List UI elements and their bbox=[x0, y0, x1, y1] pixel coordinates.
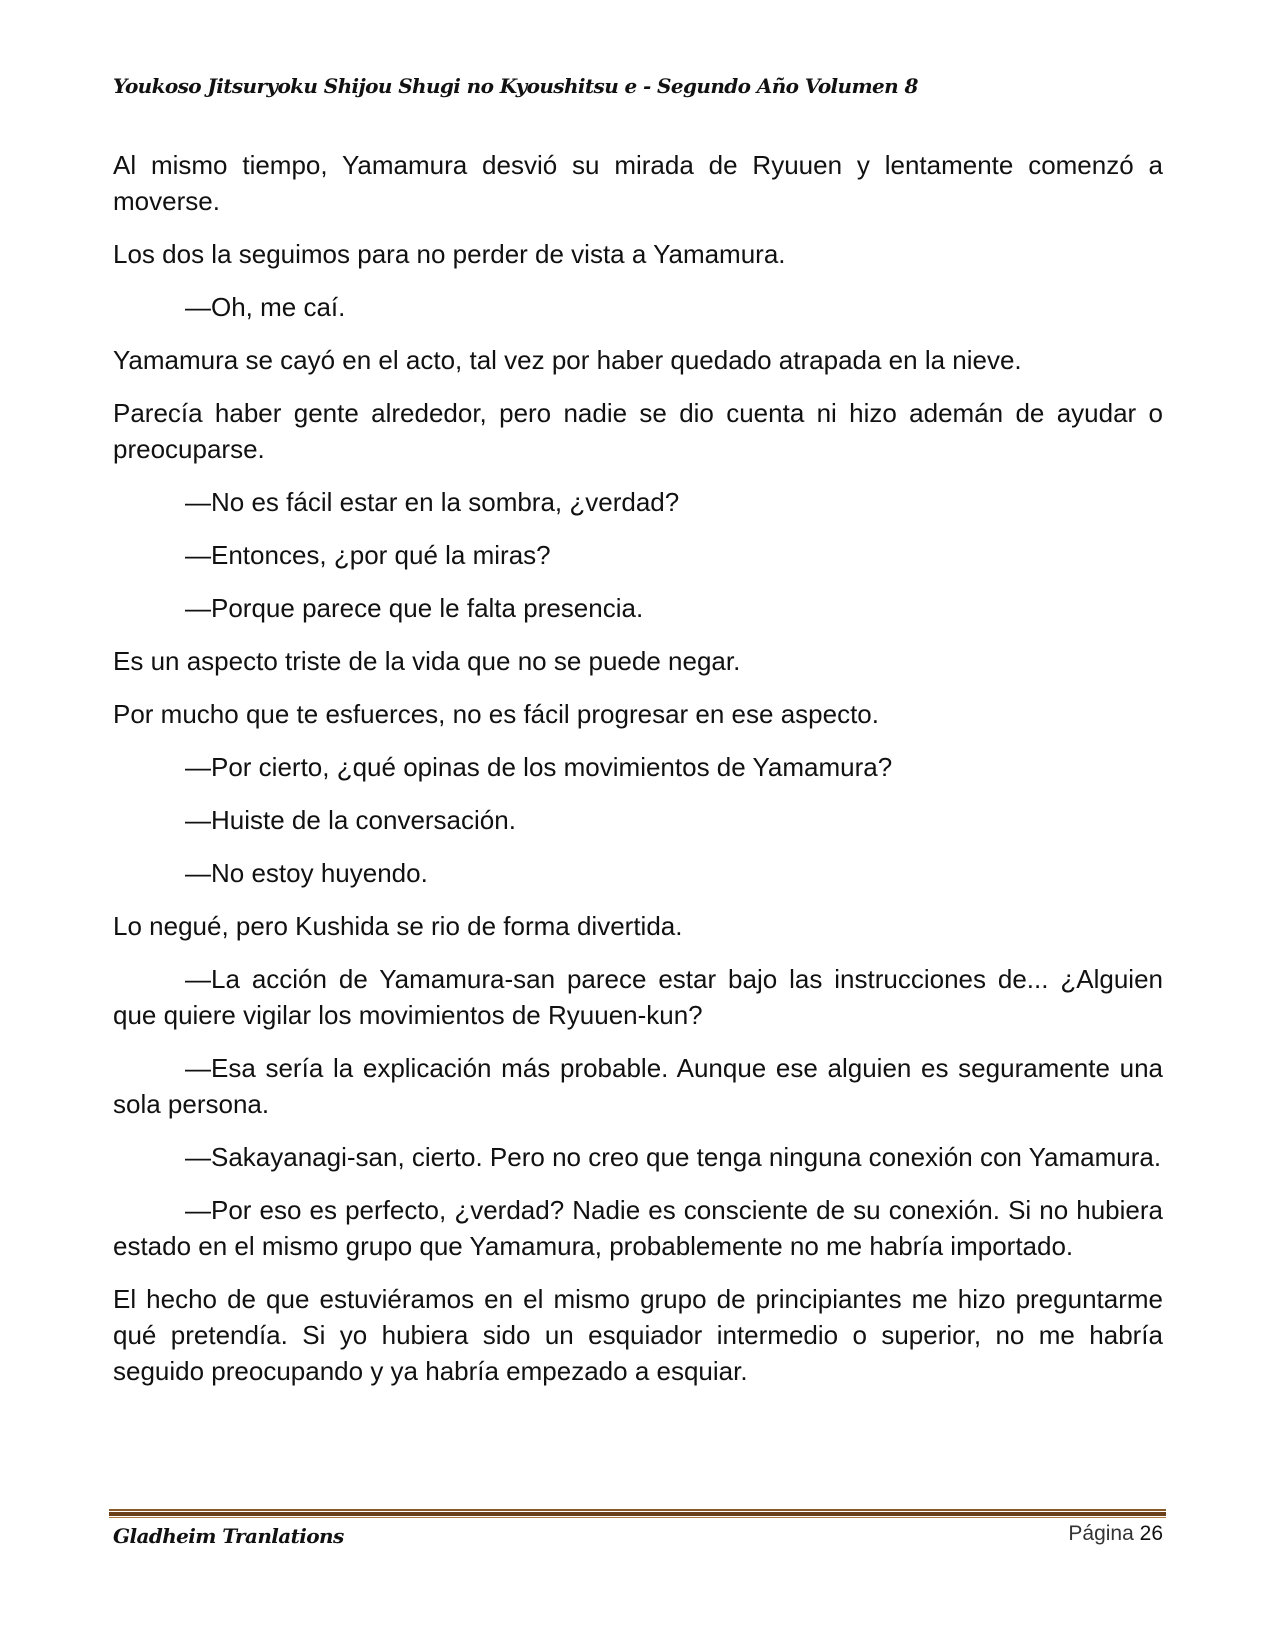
paragraph: Al mismo tiempo, Yamamura desvió su mirada de Ryuuen y lentamente comenzó a moverse. bbox=[113, 150, 1163, 216]
dialog-line: —Esa sería la explicación más probable. Aunque ese alguien es seguramente una sola persona. bbox=[113, 1053, 1163, 1119]
dialog-line: —Porque parece que le falta presencia. bbox=[185, 593, 644, 623]
dialog-line: —Oh, me caí. bbox=[185, 292, 346, 322]
paragraph: Es un aspecto triste de la vida que no se puede negar. bbox=[113, 646, 741, 676]
dialog-line: —No es fácil estar en la sombra, ¿verdad? bbox=[185, 487, 680, 517]
paragraph: Los dos la seguimos para no perder de vista a Yamamura. bbox=[113, 239, 786, 269]
dialog-line: —Sakayanagi-san, cierto. Pero no creo que tenga ninguna conexión con Yamamura. bbox=[185, 1142, 1162, 1172]
footer-divider-thick bbox=[109, 1512, 1166, 1516]
page-number bbox=[1068, 1522, 1163, 1546]
footer-divider-thin-top bbox=[109, 1509, 1166, 1511]
dialog-line: —Por cierto, ¿qué opinas de los movimientos de Yamamura? bbox=[185, 752, 893, 782]
dialog-line: —La acción de Yamamura-san parece estar bajo las instrucciones de... ¿Alguien que quiere vigilar los movimientos de Ryuuen-kun? bbox=[113, 964, 1163, 1030]
paragraph: Parecía haber gente alrededor, pero nadie se dio cuenta ni hizo ademán de ayudar o preocuparse. bbox=[113, 398, 1163, 464]
paragraph: Por mucho que te esfuerces, no es fácil progresar en ese aspecto. bbox=[113, 699, 879, 729]
footer-credit: Gladheim Tranlations bbox=[113, 1524, 344, 1548]
dialog-line: —Entonces, ¿por qué la miras? bbox=[185, 540, 551, 570]
page-number-value: 26 bbox=[1139, 1522, 1163, 1545]
running-header: Youkoso Jitsuryoku Shijou Shugi no Kyoushitsu e - Segundo Año Volumen 8 bbox=[113, 74, 918, 98]
footer-divider bbox=[109, 1509, 1166, 1517]
paragraph: El hecho de que estuviéramos en el mismo grupo de principiantes me hizo preguntarme qué pretendía. Si yo hubiera sido un esquiador intermedio o superior, no me habría seguido preocupando y ya habría empezado a esquiar. bbox=[113, 1284, 1163, 1386]
dialog-line: —Por eso es perfecto, ¿verdad? Nadie es consciente de su conexión. Si no hubiera estado en el mismo grupo que Yamamura, probablemente no me habría importado. bbox=[113, 1195, 1163, 1261]
dialog-line: —Huiste de la conversación. bbox=[185, 805, 516, 835]
page-label: Página bbox=[1068, 1522, 1134, 1545]
paragraph: Yamamura se cayó en el acto, tal vez por haber quedado atrapada en la nieve. bbox=[113, 345, 1022, 375]
footer-divider-thin-bottom bbox=[109, 1517, 1166, 1518]
dialog-line: —No estoy huyendo. bbox=[185, 858, 428, 888]
paragraph: Lo negué, pero Kushida se rio de forma divertida. bbox=[113, 911, 683, 941]
body-text bbox=[113, 147, 1163, 1406]
